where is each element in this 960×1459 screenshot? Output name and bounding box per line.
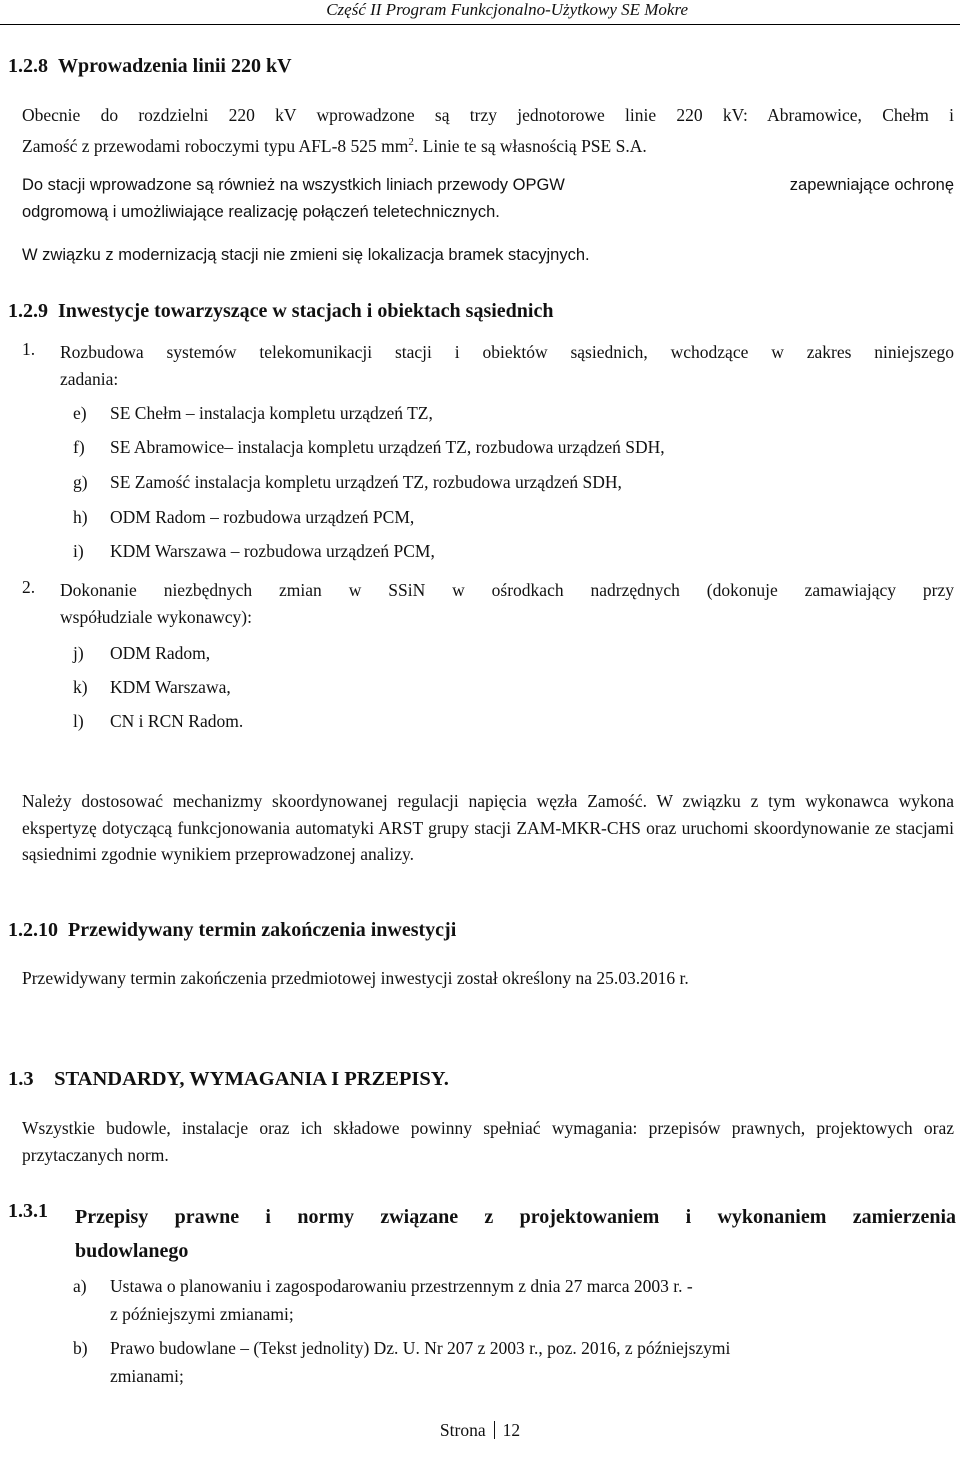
section-number: 1.2.10 [8,919,58,941]
section-title: Przepisy prawne i normy związane z projektowaniem i wykonaniem zamierzenia [75,1206,956,1228]
list-text: ODM Radom – rozbudowa urządzeń PCM, [110,507,415,527]
section-heading-1-2-9 [8,300,553,323]
section-number: 1.3.1 [8,1200,48,1222]
section-title: Przewidywany termin zakończenia inwestycji [68,919,457,941]
list-item-2 [60,577,954,630]
list-marker: e) [73,403,87,423]
list-number: 2. [22,577,36,597]
section-heading-1-3 [8,1068,449,1091]
list-marker: i) [73,541,84,561]
list-item-1 [60,339,954,392]
page-header-title: Część II Program Funkcjonalno-Użytkowy SE Mokre [326,0,688,19]
paragraph-arst: Należy dostosować mechanizmy skoordynowanej regulacji napięcia węzła Zamość. W związku z tym wykonawca wykona ekspertyzę dotyczącą funkcjonowania automatyki ARST grupy stacji ZAM-MKR-CHS oraz uruchomi skoordynowanie ze stacjami sąsiednimi zgodnie wynikiem przeprowadzonej analizy. [22,791,954,864]
section-number: 1.3 [8,1068,34,1090]
paragraph-line: współudziale wykonawcy): [60,606,252,627]
list-text: SE Zamość instalacja kompletu urządzeń TZ, rozbudowa urządzeń SDH, [110,472,622,492]
section-title: Wprowadzenia linii 220 kV [58,55,292,77]
superscript: 2 [408,135,414,148]
paragraph-opgw [22,172,954,225]
section-heading-1-2-8 [8,55,292,78]
footer-label: Strona [439,1420,486,1440]
section-heading-1-2-10 [8,919,456,942]
paragraph-line: Obecnie do rozdzielni 220 kV wprowadzone są trzy jednotorowe linie 220 kV: Abramowice, Chełm i [22,105,954,125]
list-text: ODM Radom, [110,643,211,663]
list-text: SE Abramowice– instalacja kompletu urządzeń TZ, rozbudowa urządzeń SDH, [110,437,665,457]
section-number: 1.2.9 [8,300,48,322]
list-number: 1. [22,339,36,359]
paragraph-bramki: W związku z modernizacją stacji nie zmieni się lokalizacja bramek stacyjnych. [22,246,590,264]
paragraph-line [22,172,954,199]
text-span: zapewniające ochronę [789,176,954,194]
section-title: budowlanego [75,1240,189,1262]
list-marker: l) [73,711,84,731]
page-number: 12 [502,1420,521,1440]
list-marker: k) [73,677,88,697]
paragraph-standards: Wszystkie budowle, instalacje oraz ich składowe powinny spełniać wymagania: przepisów prawnych, projektowych oraz przytaczanych norm. [22,1118,954,1165]
text-span: Do stacji wprowadzone są również na wszystkich liniach przewody OPGW [22,176,565,194]
paragraph-lines [22,102,954,159]
paragraph-termin: Przewidywany termin zakończenia przedmiotowej inwestycji został określony na 25.03.2016 r. [22,968,689,988]
list-marker: a) [73,1276,87,1296]
list-text: Prawo budowlane – (Tekst jednolity) Dz. U. Nr 207 z 2003 r., poz. 2016, z późniejszymi [110,1338,731,1358]
list-marker: j) [73,643,84,663]
list-text: KDM Warszawa – rozbudowa urządzeń PCM, [110,541,435,561]
list-marker: h) [73,507,88,527]
footer-separator [494,1421,495,1439]
list-text: CN i RCN Radom. [110,711,244,731]
list-text: SE Chełm – instalacja kompletu urządzeń TZ, [110,403,433,423]
list-text: KDM Warszawa, [110,677,231,697]
paragraph-line: Rozbudowa systemów telekomunikacji stacji i obiektów sąsiednich, wchodzące w zakres niniejszego [60,342,954,362]
list-marker: b) [73,1338,88,1358]
list-text: z późniejszymi zmianami; [110,1304,294,1324]
list-text: Ustawa o planowaniu i zagospodarowaniu przestrzennym z dnia 27 marca 2003 r. - [110,1276,693,1296]
header-rule [0,24,960,25]
list-marker: g) [73,472,88,492]
paragraph-line: Dokonanie niezbędnych zmian w SSiN w ośrodkach nadrzędnych (dokonuje zamawiający przy [60,580,954,600]
list-text: zmianami; [110,1366,184,1386]
paragraph-line: zadania: [60,368,119,389]
text-span: . Linie te są własnością PSE S.A. [413,135,647,156]
text-span: Zamość z przewodami roboczymi typu AFL-8 525 mm [22,135,409,156]
page-footer [0,1420,960,1441]
section-number: 1.2.8 [8,55,48,77]
section-title: Inwestycje towarzyszące w stacjach i obiektach sąsiednich [58,300,554,322]
list-marker: f) [73,437,85,457]
section-heading-1-3-1 [75,1200,956,1268]
paragraph-line [22,129,954,159]
section-title: STANDARDY, WYMAGANIA I PRZEPISY. [54,1068,449,1090]
paragraph-line: odgromową i umożliwiające realizację połączeń teletechnicznych. [22,202,500,221]
